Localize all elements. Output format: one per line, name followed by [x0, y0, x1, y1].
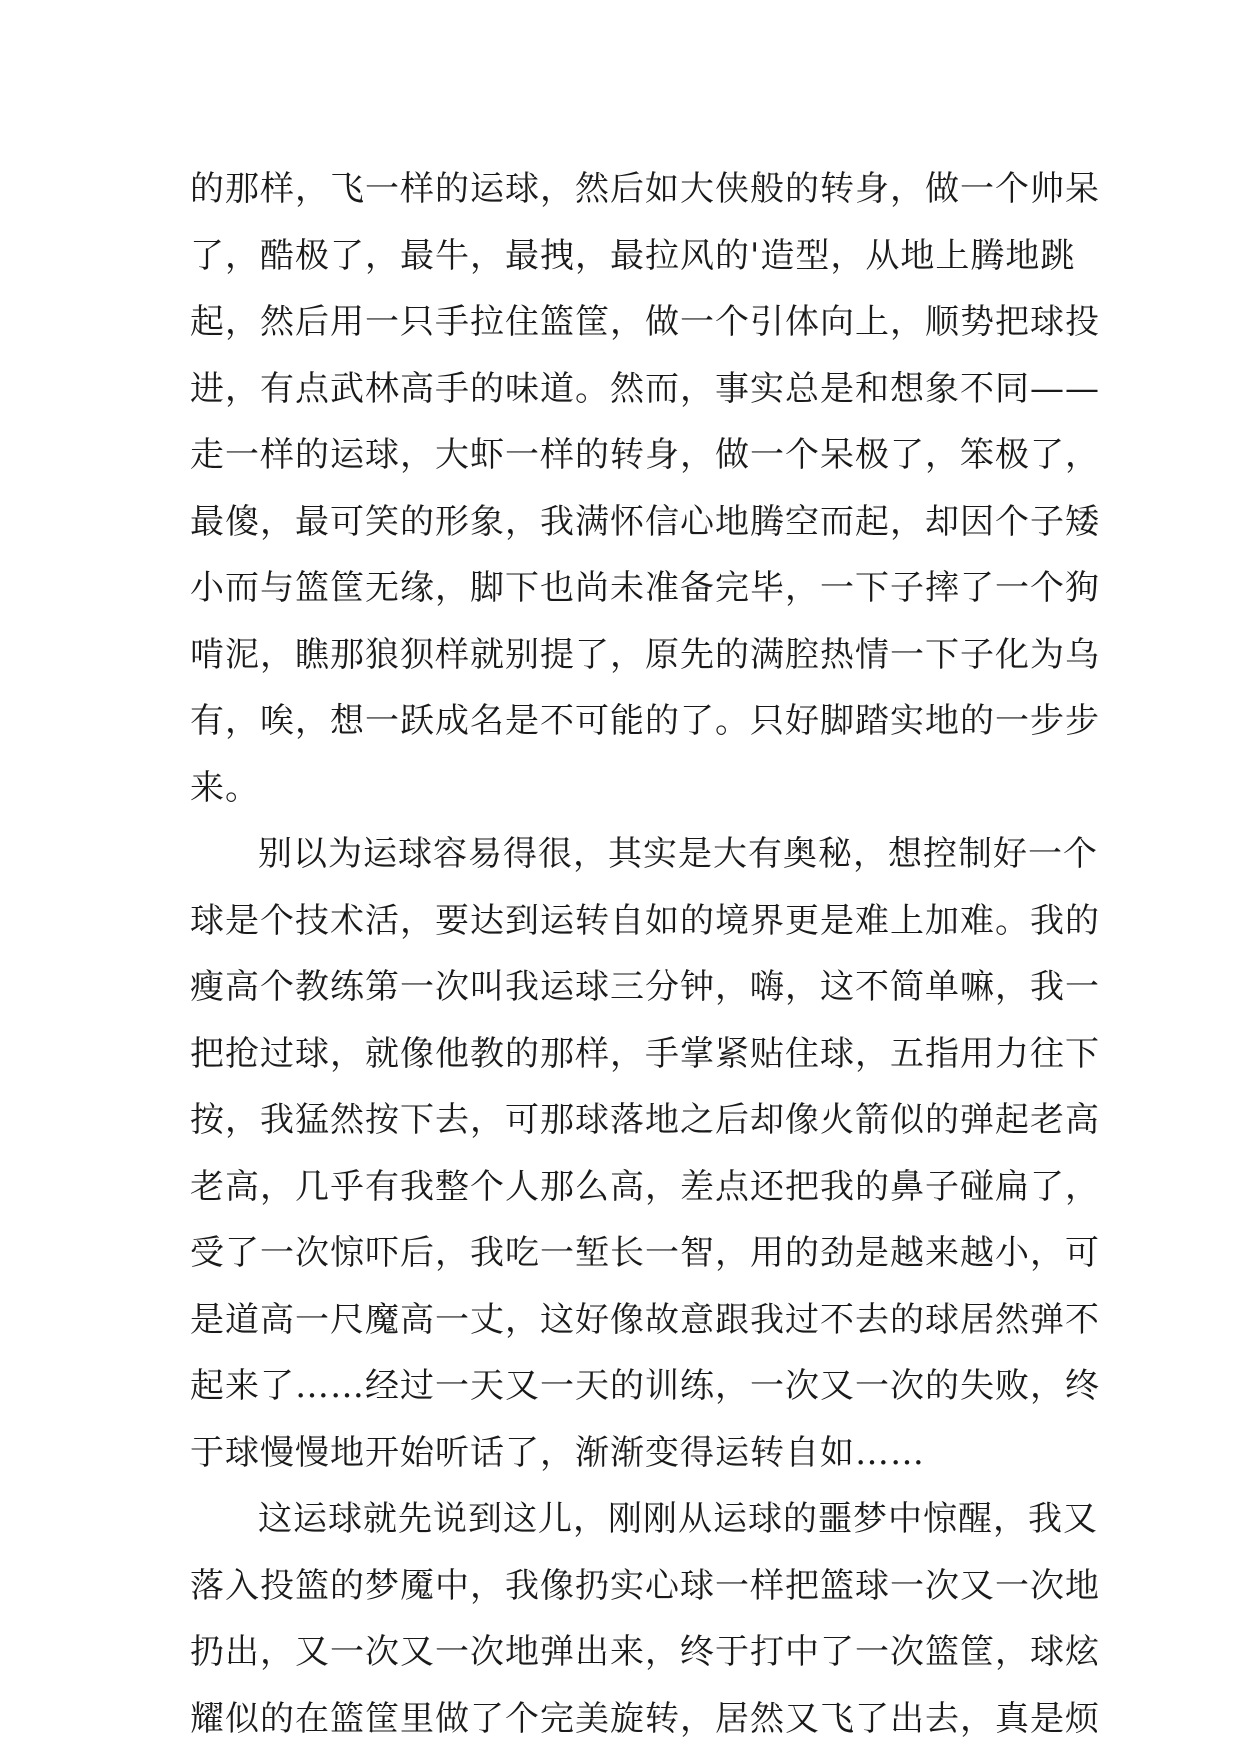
paragraph-first-line: 别以为运球容易得很，其实是大有奥秘，想控制好一个 [258, 834, 1098, 874]
text-line: 瘦高个教练第一次叫我运球三分钟，嗨，这不简单嘛，我一 [190, 967, 1100, 1007]
text-line: 落入投篮的梦魇中，我像扔实心球一样把篮球一次又一次地 [190, 1565, 1100, 1606]
text-line: 是道高一尺魔高一丈，这好像故意跟我过不去的球居然弹不 [190, 1299, 1100, 1340]
text-line: 了，酷极了，最牛，最拽，最拉风的'造型，从地上腾地跳 [190, 235, 1076, 276]
text-line: 耀似的在篮筐里做了个完美旋转，居然又飞了出去，真是烦 [190, 1698, 1100, 1739]
text-line: 小而与篮筐无缘，脚下也尚未准备完毕，一下子摔了一个狗 [190, 568, 1100, 608]
text-line: 最傻，最可笑的形象，我满怀信心地腾空而起，却因个子矮 [190, 501, 1100, 542]
text-line: 于球慢慢地开始听话了，渐渐变得运转自如…… [190, 1432, 925, 1473]
text-line: 球是个技术活，要达到运转自如的境界更是难上加难。我的 [190, 900, 1100, 941]
text-line: 按，我猛然按下去，可那球落地之后却像火箭似的弹起老高 [190, 1100, 1100, 1140]
text-line: 进，有点武林高手的味道。然而，事实总是和想象不同—— [190, 368, 1100, 409]
text-line: 把抢过球，就像他教的那样，手掌紧贴住球，五指用力往下 [190, 1033, 1100, 1074]
text-line: 有，唉，想一跃成名是不可能的了。只好脚踏实地的一步步 [190, 701, 1100, 741]
text-line: 的那样，飞一样的运球，然后如大侠般的转身，做一个帅呆 [190, 169, 1100, 209]
text-line: 老高，几乎有我整个人那么高，差点还把我的鼻子碰扁了， [190, 1166, 1100, 1207]
paragraph-first-line: 这运球就先说到这儿，刚刚从运球的噩梦中惊醒，我又 [258, 1499, 1098, 1539]
text-line: 起，然后用一只手拉住篮筐，做一个引体向上，顺势把球投 [190, 302, 1100, 342]
text-line: 走一样的运球，大虾一样的转身，做一个呆极了，笨极了， [190, 435, 1100, 475]
text-line: 啃泥，瞧那狼狈样就别提了，原先的满腔热情一下子化为乌 [190, 634, 1100, 675]
text-line: 受了一次惊吓后，我吃一堑长一智，用的劲是越来越小，可 [190, 1233, 1100, 1273]
text-line: 来。 [190, 767, 260, 808]
essay-body [190, 156, 1100, 1752]
text-line: 扔出，又一次又一次地弹出来，终于打中了一次篮筐，球炫 [190, 1632, 1100, 1672]
text-line: 起来了……经过一天又一天的训练，一次又一次的失败，终 [190, 1366, 1100, 1406]
